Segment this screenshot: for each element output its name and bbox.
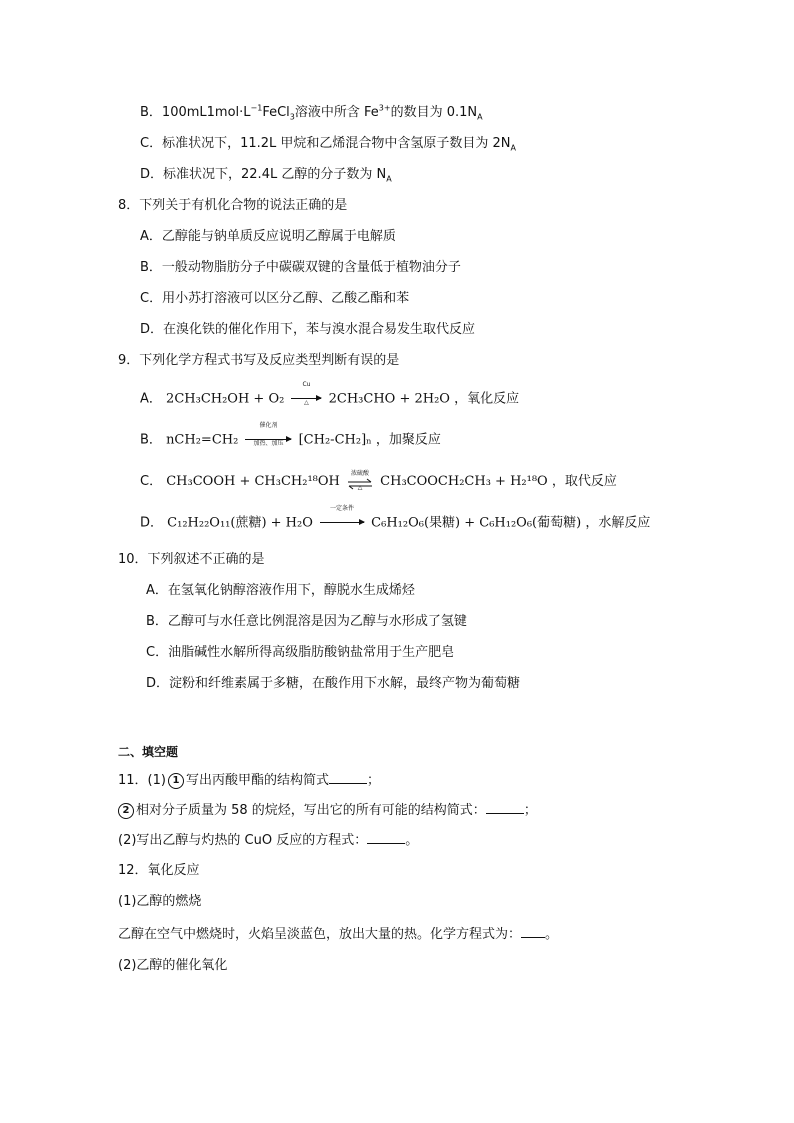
equation-rhs: [CH₂-CH₂]ₙ (298, 432, 372, 448)
equation-rhs: CH₃COOCH₂CH₃ + H₂¹⁸O (380, 474, 548, 489)
q9-stem: 9．下列化学方程式书写及反应类型判断有误的是 (118, 353, 400, 368)
circled-number-icon: 2 (118, 803, 134, 819)
answer-blank[interactable] (521, 925, 545, 938)
reaction-arrow: 催化剂 加热、加压 (245, 431, 291, 449)
q10-option-c: C．油脂碱性水解所得高级脂肪酸钠盐常用于生产肥皂 (146, 645, 455, 660)
q12-stem: 12．氧化反应 (118, 863, 200, 878)
equation-rhs: C₆H₁₂O₆(果糖) + C₆H₁₂O₆(葡萄糖) (371, 515, 582, 531)
section-heading: 二、填空题 (118, 745, 179, 759)
reaction-arrow: Cu △ (291, 390, 321, 408)
answer-blank[interactable] (486, 801, 524, 814)
q12-description: 乙醇在空气中燃烧时，火焰呈淡蓝色，放出大量的热。化学方程式为： 。 (118, 927, 559, 942)
q11-part1-line2: 2 相对分子质量为 58 的烷烃，写出它的所有可能的结构简式： ； (118, 801, 537, 820)
q10-option-b: B．乙醇可与水任意比例混溶是因为乙醇与水形成了氢键 (146, 614, 467, 629)
equation-rhs: 2CH₃CHO + 2H₂O (328, 391, 450, 407)
equation-lhs: CH₃COOH + CH₃CH₂¹⁸OH (166, 474, 340, 489)
q7-option-b: B．$100mL1mol\cdot L^{-1}FeCl_3$溶液中所含 $Fe^{3+}$的数目为 $0.1N_A$ (140, 103, 483, 122)
reaction-arrow: 一定条件 (320, 514, 364, 532)
q12-sub2: (2)乙醇的催化氧化 (118, 958, 228, 973)
answer-blank[interactable] (329, 771, 367, 784)
q8-option-b: B．一般动物脂肪分子中碳碳双键的含量低于植物油分子 (140, 260, 461, 275)
circled-number-icon: 1 (168, 773, 184, 789)
q9-option-c: C． CH₃COOH + CH₃CH₂¹⁸OH 浓硫酸 △ CH₃COOCH₂CH₃ + H₂¹⁸O ，取代反应 (140, 469, 617, 491)
q8-option-a: A．乙醇能与钠单质反应说明乙醇属于电解质 (140, 229, 396, 244)
q9-option-a: A． 2CH₃CH₂OH + O₂ Cu △ 2CH₃CHO + 2H₂O ，氧化反应 (140, 381, 520, 407)
q7-option-d: D．标准状况下，22.4L 乙醇的分子数为 $N_A$ (140, 167, 392, 184)
q11-part1-line1: 11．(1) 1 写出丙酸甲酯的结构简式 ； (118, 773, 380, 788)
equation-lhs: nCH₂=CH₂ (166, 432, 239, 448)
answer-blank[interactable] (367, 831, 405, 844)
q10-stem: 10．下列叙述不正确的是 (118, 552, 265, 567)
q10-option-a: A．在氢氧化钠醇溶液作用下，醇脱水生成烯烃 (146, 583, 415, 598)
q9-option-b: B． nCH₂=CH₂ 催化剂 加热、加压 [CH₂-CH₂]ₙ ，加聚反应 (140, 422, 441, 448)
q7-option-c: C．标准状况下，11.2L 甲烷和乙烯混合物中含氢原子数目为 $2N_A$ (140, 136, 517, 153)
equation-lhs: 2CH₃CH₂OH + O₂ (166, 391, 285, 407)
reversible-arrow-icon: 浓硫酸 △ (351, 469, 370, 491)
q9-option-d: D． C₁₂H₂₂O₁₁(蔗糖) + H₂O 一定条件 C₆H₁₂O₆(果糖) + C₆H₁₂O₆(葡萄糖) ，水解反应 (140, 505, 651, 531)
q10-option-d: D．淀粉和纤维素属于多糖，在酸作用下水解，最终产物为葡萄糖 (146, 676, 521, 691)
q8-option-d: D．在溴化铁的催化作用下，苯与溴水混合易发生取代反应 (140, 322, 476, 337)
q8-stem: 8．下列关于有机化合物的说法正确的是 (118, 198, 348, 213)
q11-part2: (2)写出乙醇与灼热的 CuO 反应的方程式： 。 (118, 833, 419, 848)
q12-sub1: (1)乙醇的燃烧 (118, 894, 202, 909)
equation-lhs: C₁₂H₂₂O₁₁(蔗糖) + H₂O (167, 515, 313, 531)
q8-option-c: C．用小苏打溶液可以区分乙醇、乙酸乙酯和苯 (140, 291, 410, 306)
